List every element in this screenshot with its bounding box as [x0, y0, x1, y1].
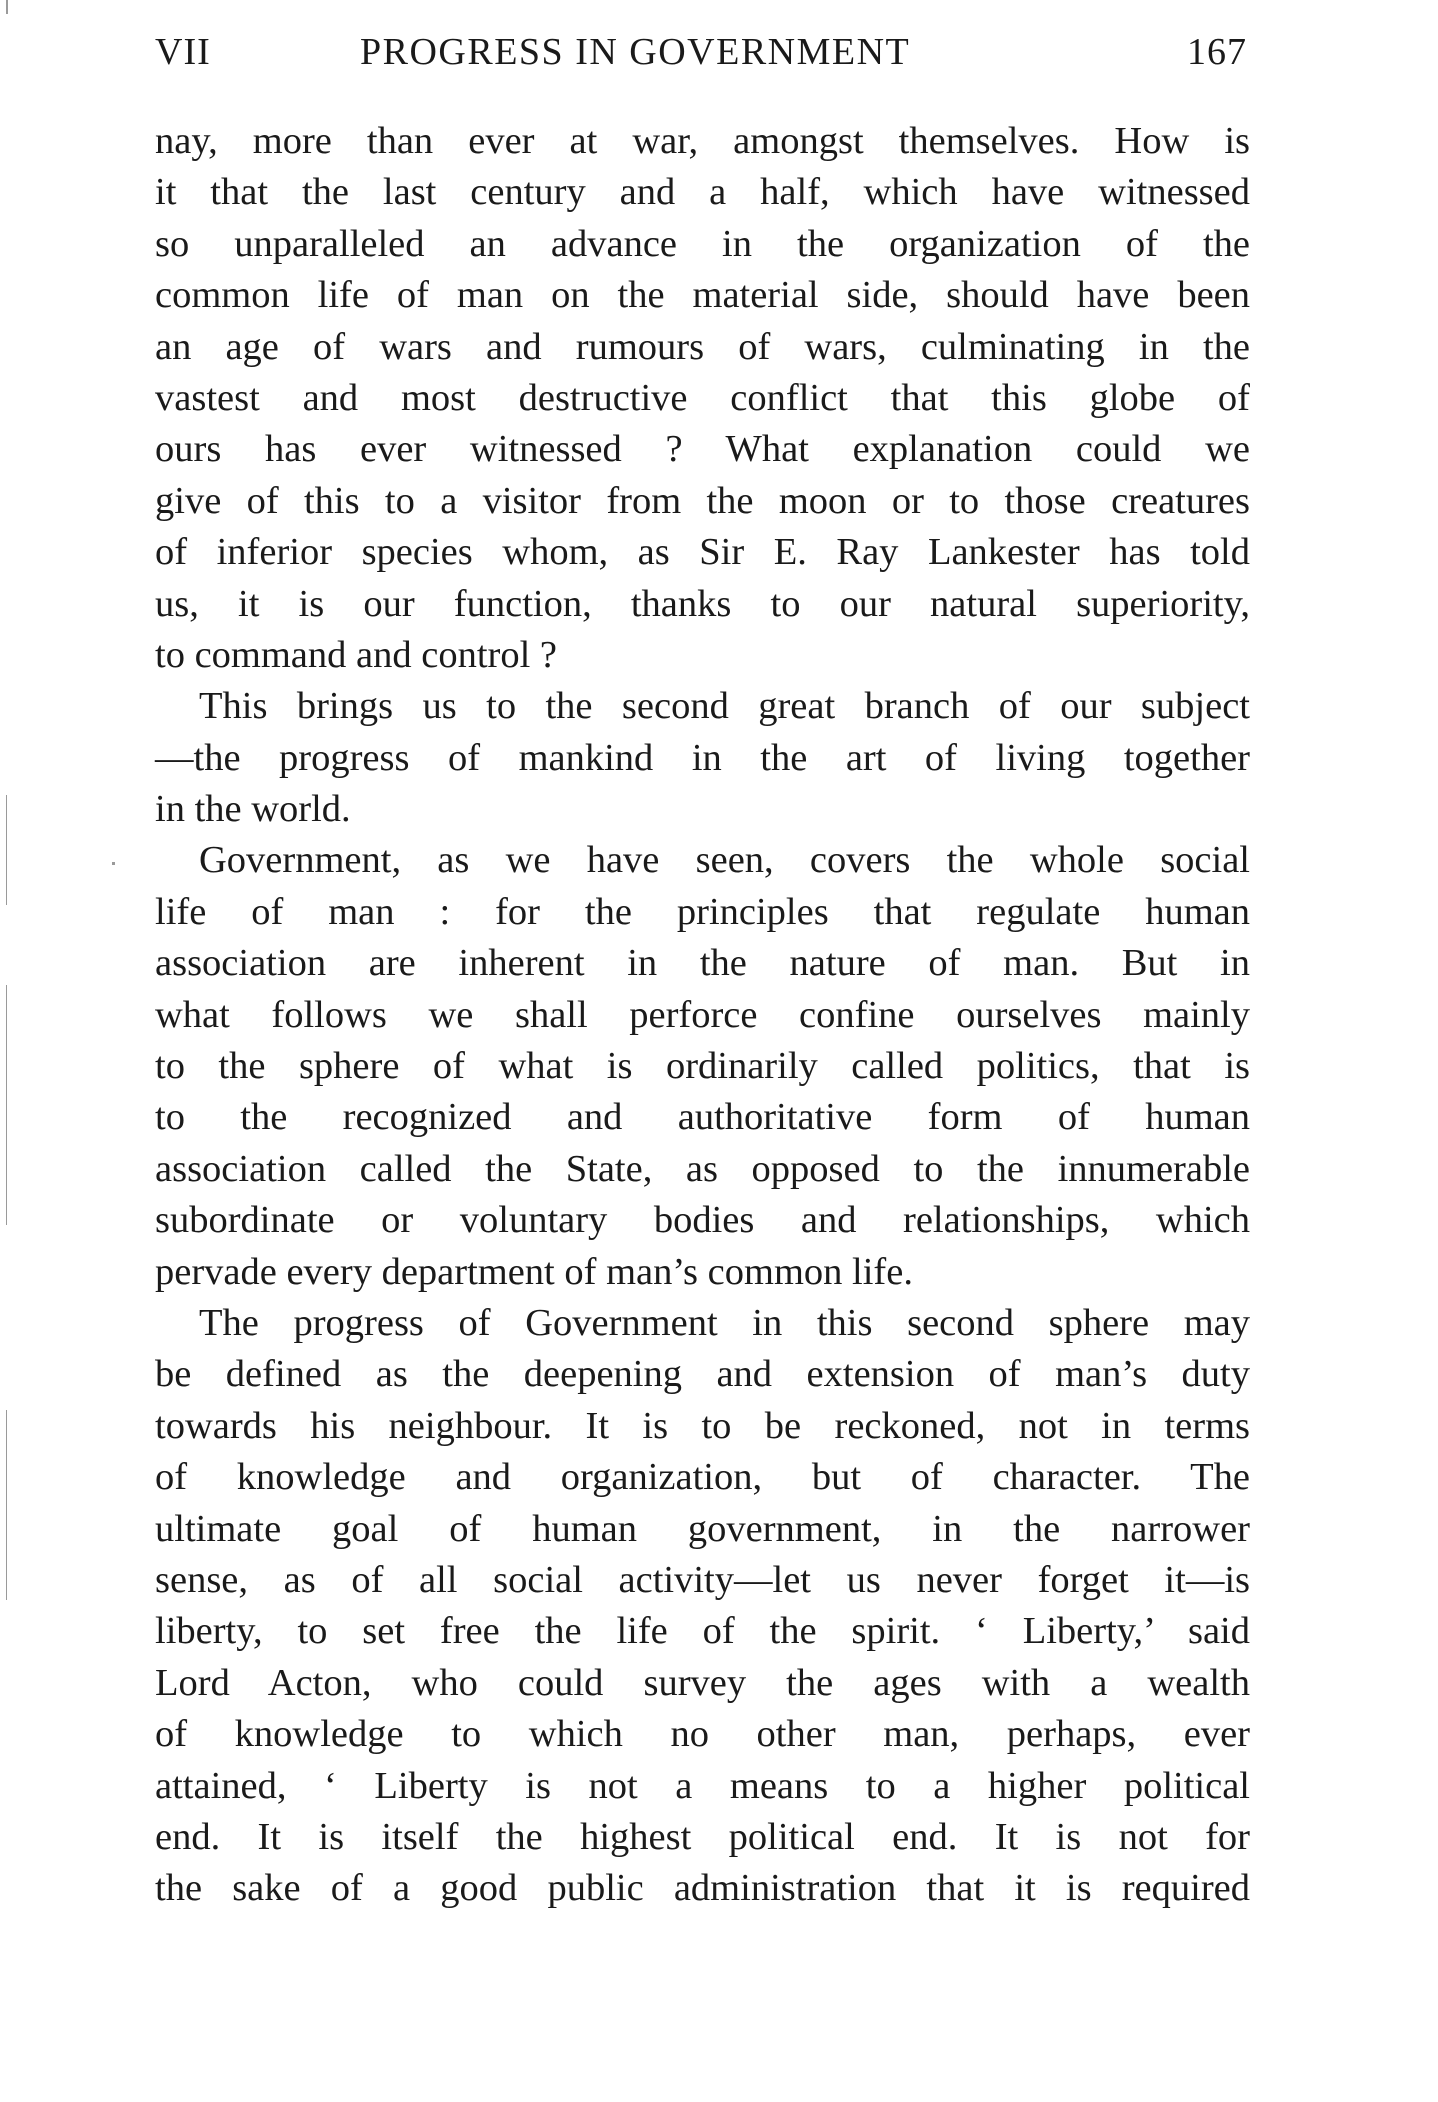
text-line: common life of man on the material side, should have been [155, 274, 1250, 317]
text-line: in the world. [155, 788, 351, 831]
paragraph [155, 116, 1250, 681]
page-number: 167 [1187, 31, 1247, 73]
text-line: to the recognized and authoritative form of human [155, 1096, 1250, 1139]
text-line: pervade every department of man’s common life. [155, 1250, 913, 1293]
text-line: Government, as we have seen, covers the whole social [199, 839, 1250, 882]
text-line: sense, as of all social activity—let us never forget it—is [155, 1558, 1250, 1601]
paragraph [155, 1298, 1250, 1915]
text-line: of knowledge and organization, but of character. The [155, 1456, 1250, 1499]
text-line: towards his neighbour. It is to be reckoned, not in terms [155, 1404, 1250, 1447]
text-line: us, it is our function, thanks to our natural superiority, [155, 582, 1250, 625]
text-line: to the sphere of what is ordinarily called politics, that is [155, 1045, 1250, 1088]
text-line: ultimate goal of human government, in the narrower [155, 1507, 1250, 1550]
text-line: nay, more than ever at war, amongst themselves. How is [155, 120, 1250, 162]
scan-artifact [112, 862, 115, 865]
text-line: liberty, to set free the life of the spirit. ‘ Liberty,’ said [155, 1610, 1250, 1653]
text-line: This brings us to the second great branch of our subject [199, 685, 1250, 728]
scan-artifact [6, 1410, 7, 1600]
text-line: it that the last century and a half, which have witnessed [155, 171, 1250, 214]
body-text [155, 116, 1250, 1915]
text-line: give of this to a visitor from the moon or to those creatures [155, 479, 1250, 522]
text-line: life of man : for the principles that regulate human [155, 890, 1250, 933]
running-title: PROGRESS IN GOVERNMENT [360, 31, 911, 73]
text-line: to command and control ? [155, 633, 557, 676]
text-line: ours has ever witnessed ? What explanation could we [155, 428, 1250, 471]
text-line: be defined as the deepening and extension of man’s duty [155, 1353, 1250, 1396]
text-line: attained, ‘ Liberty is not a means to a higher political [155, 1764, 1250, 1807]
text-line: what follows we shall perforce confine ourselves mainly [155, 993, 1250, 1036]
text-line: end. It is itself the highest political end. It is not for [155, 1815, 1250, 1858]
scan-artifact [6, 795, 7, 905]
text-line: the sake of a good public administration that it is required [155, 1867, 1250, 1910]
text-line: association called the State, as opposed to the innumerable [155, 1147, 1250, 1190]
running-header [155, 30, 1247, 90]
text-line: The progress of Government in this second sphere may [199, 1301, 1250, 1344]
text-line: an age of wars and rumours of wars, culminating in the [155, 325, 1250, 368]
text-line: association are inherent in the nature of man. But in [155, 942, 1250, 985]
text-line: subordinate or voluntary bodies and relationships, which [155, 1199, 1250, 1242]
text-line: vastest and most destructive conflict that this globe of [155, 376, 1250, 419]
text-line: of inferior species whom, as Sir E. Ray Lankester has told [155, 531, 1250, 574]
text-line: of knowledge to which no other man, perhaps, ever [155, 1713, 1250, 1756]
scan-artifact [6, 985, 7, 1225]
scan-artifact [6, 0, 8, 14]
paragraph [155, 835, 1250, 1298]
text-line: —the progress of mankind in the art of living together [155, 736, 1250, 779]
chapter-number: VII [155, 31, 211, 73]
text-line: so unparalleled an advance in the organization of the [155, 222, 1250, 265]
text-line: Lord Acton, who could survey the ages with a wealth [155, 1661, 1250, 1704]
paragraph [155, 681, 1250, 835]
